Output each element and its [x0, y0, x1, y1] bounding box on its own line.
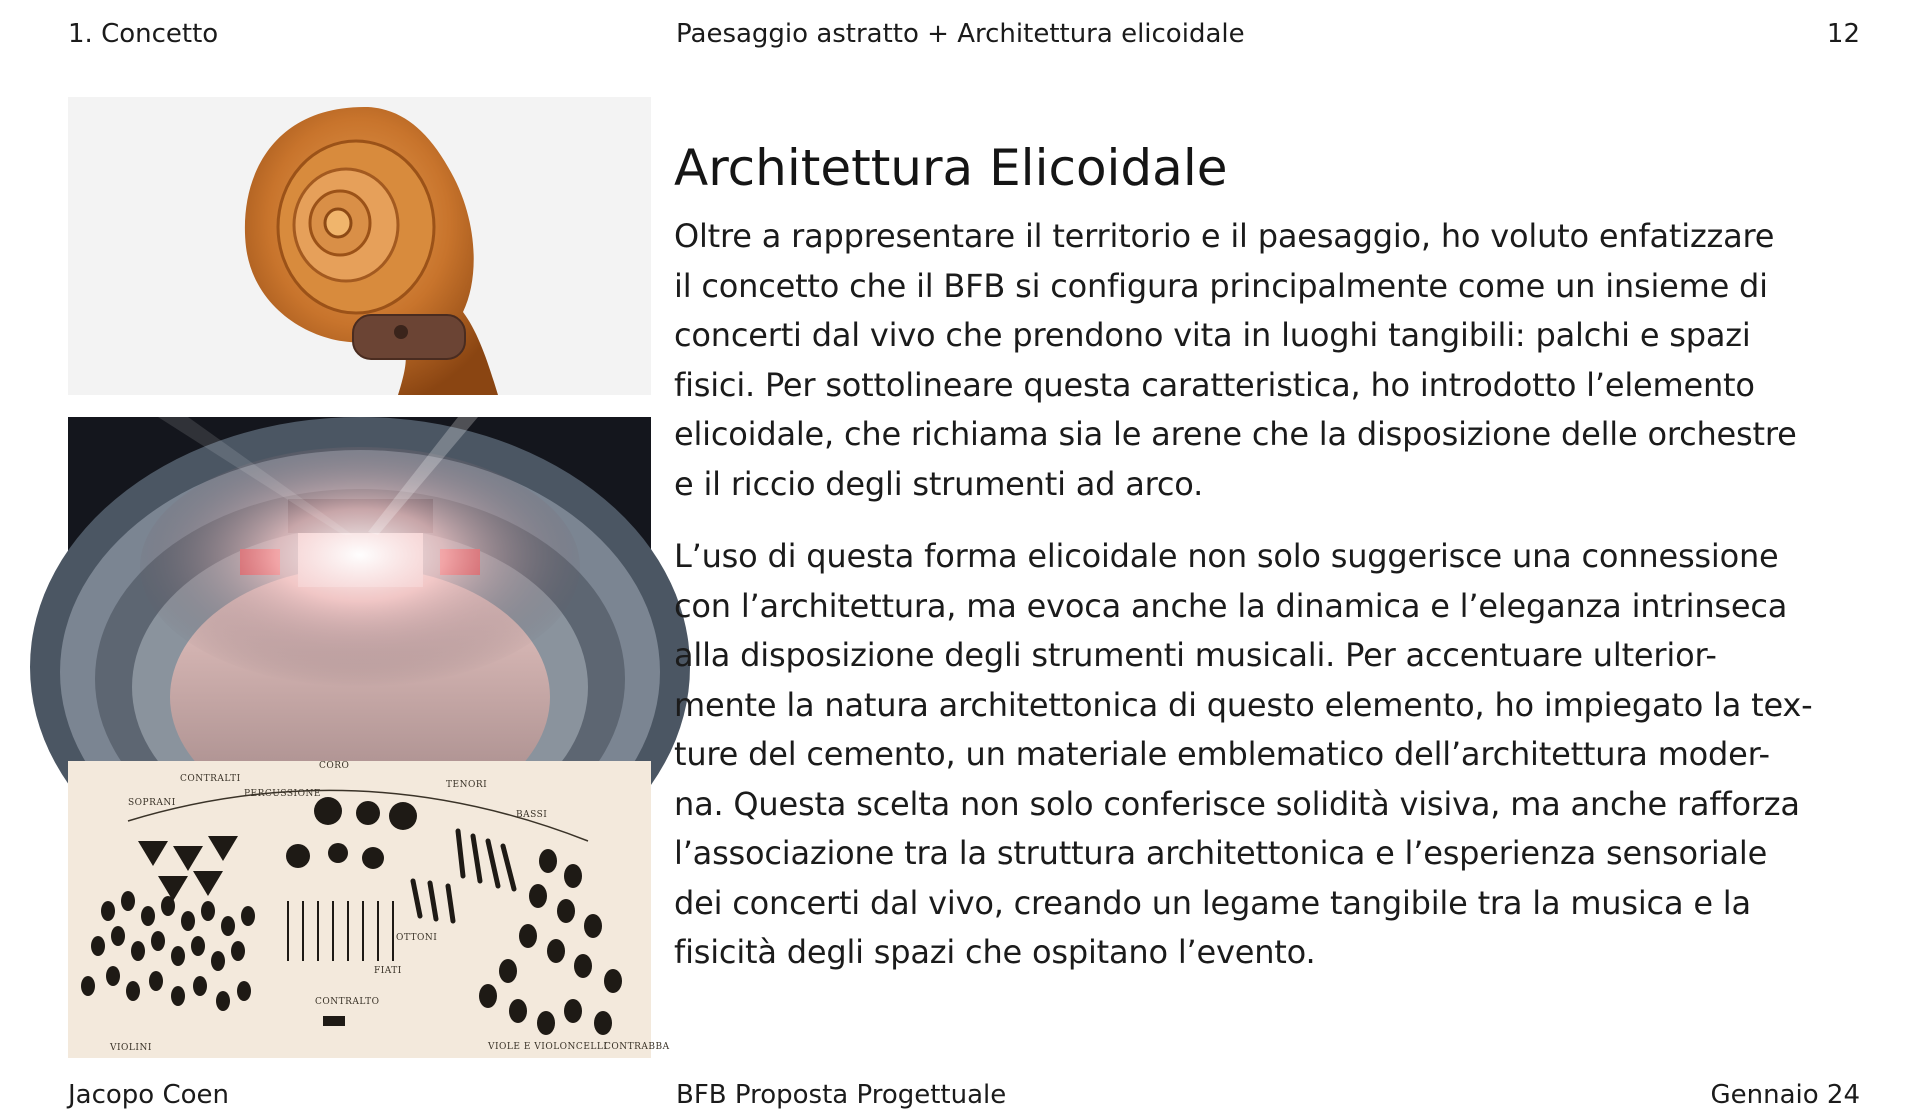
paragraph-line: concerti dal vivo che prendono vita in luoghi tangibili: palchi e spazi: [674, 316, 1751, 354]
paragraph-line: il concetto che il BFB si configura principalmente come un insieme di: [674, 266, 1768, 305]
violin-scroll-photo: [68, 97, 651, 395]
arena-concert-photo: [68, 417, 651, 738]
paragraph-2: [674, 532, 1874, 978]
author-name: Jacopo Coen: [68, 1080, 230, 1110]
orchestra-label-viole: VIOLE E VIOLONCELLI: [488, 1042, 608, 1052]
paragraph-line: L’uso di questa forma elicoidale non solo suggerisce una connessione: [674, 537, 1779, 575]
paragraph-line: alla disposizione degli strumenti musicali. Per accentuare ulterior-: [674, 636, 1717, 674]
page-title: Architettura Elicoidale: [674, 139, 1228, 197]
orchestra-label-contralti: CONTRALTI: [180, 774, 241, 784]
paragraph-line: Oltre a rappresentare il territorio e il paesaggio, ho voluto enfatizzare: [674, 217, 1775, 255]
paragraph-line: dei concerti dal vivo, creando un legame tangibile tra la musica e la: [674, 883, 1751, 922]
paragraph-line: e il riccio degli strumenti ad arco.: [674, 464, 1204, 503]
orchestra-label-ottoni: OTTONI: [396, 933, 438, 943]
orchestra-label-contrabbassi: CONTRABBA: [604, 1042, 670, 1052]
orchestra-label-coro: CORO: [319, 761, 350, 771]
main-content: [674, 132, 1874, 978]
paragraph-line: fisici. Per sottolineare questa caratteristica, ho introdotto l’elemento: [674, 365, 1755, 404]
orchestra-label-tenori: TENORI: [446, 780, 488, 790]
paragraph-line: ture del cemento, un materiale emblematico dell’architettura moder-: [674, 735, 1770, 773]
page-subtitle: Paesaggio astratto + Architettura elicoidale: [676, 19, 1245, 49]
paragraph-line: l’associazione tra la struttura architettonica e l’esperienza sensoriale: [674, 834, 1768, 872]
orchestra-label-soprani: SOPRANI: [128, 798, 176, 808]
page-number: 12: [1826, 19, 1860, 49]
document-date: Gennaio 24: [1710, 1080, 1860, 1110]
paragraph-line: na. Questa scelta non solo conferisce solidità visiva, ma anche rafforza: [674, 784, 1800, 823]
orchestra-label-bassi: BASSI: [516, 810, 548, 820]
orchestra-label-fiati: FIATI: [374, 966, 402, 976]
section-label: 1. Concetto: [68, 19, 219, 49]
orchestra-layout-illustration: [68, 761, 670, 1058]
paragraph-line: elicoidale, che richiama sia le arene che la disposizione delle orchestre: [674, 415, 1797, 453]
orchestra-label-percussione: PERCUSSIONE: [244, 789, 321, 799]
paragraph-line: con l’architettura, ma evoca anche la dinamica e l’eleganza intrinseca: [674, 586, 1788, 625]
paragraph-1: [674, 212, 1874, 509]
orchestra-label-violini: VIOLINI: [110, 1043, 152, 1053]
orchestra-label-contralto: CONTRALTO: [315, 997, 380, 1007]
paragraph-line: fisicità degli spazi che ospitano l’evento.: [674, 933, 1316, 971]
paragraph-line: mente la natura architettonica di questo elemento, ho impiegato la tex-: [674, 685, 1813, 724]
document-title: BFB Proposta Progettuale: [676, 1080, 1007, 1110]
